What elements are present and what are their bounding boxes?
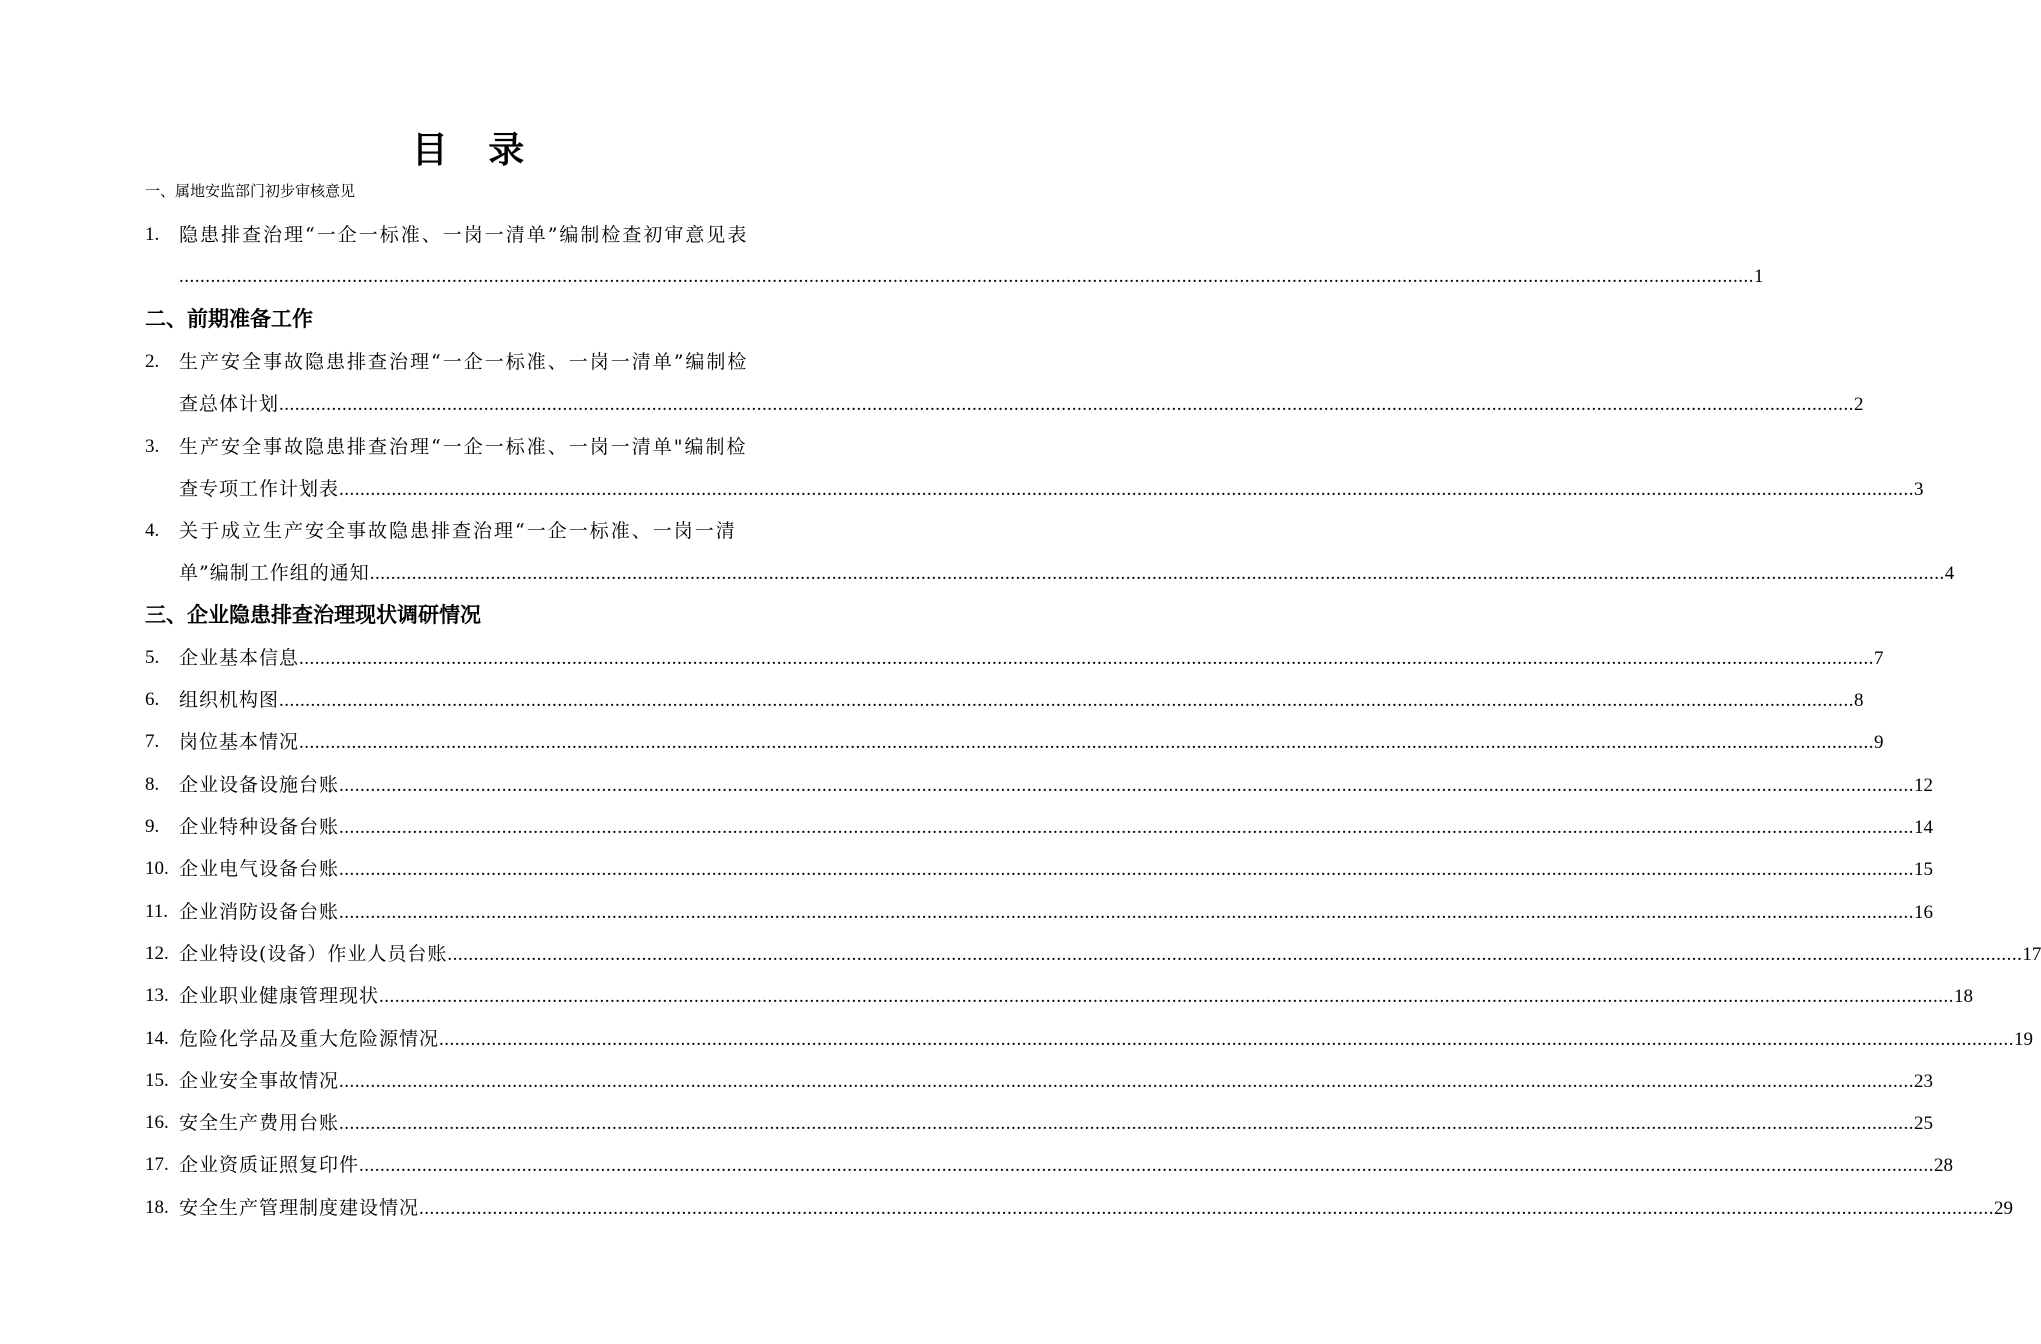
entry-number: 14. (145, 1028, 169, 1049)
entry-number: 8. (145, 774, 160, 795)
dot-leader: ............................................................................................................................................................................................................................................................................................................ (447, 944, 2023, 965)
page-number: 4 (1944, 563, 1955, 584)
entry-number: 6. (145, 689, 160, 710)
page-number: 25 (1914, 1113, 1934, 1134)
entry-title: 生产安全事故隐患排查治理“一企一标准、一岗一清单"编制检 (179, 436, 748, 458)
entry-number: 12. (145, 943, 169, 964)
entry-title: 企业设备设施台账 (179, 774, 340, 796)
entry-number: 16. (145, 1112, 169, 1133)
toc-entry[interactable] (145, 854, 1934, 886)
entry-number: 1. (145, 224, 160, 245)
entry-title: 企业消防设备台账 (179, 901, 340, 923)
toc-entry[interactable] (145, 1024, 2034, 1056)
dot-leader: ............................................................................................................................................................................................................................................................................................................ (339, 902, 1915, 923)
section-heading: 三、企业隐患排查治理现状调研情况 (145, 602, 481, 627)
entry-title: 隐患排查治理“一企一标准、一岗一清单”编制检查初审意见表 (179, 224, 749, 246)
entry-title-cont: 单”编制工作组的通知 (179, 562, 370, 584)
page-number: 17 (2022, 944, 2041, 965)
dot-leader: ............................................................................................................................................................................................................................................................................................................ (339, 1113, 1915, 1134)
page-number: 18 (1954, 986, 1974, 1007)
page-number: 19 (2014, 1029, 2034, 1050)
toc-entry[interactable] (145, 1108, 1934, 1140)
entry-number: 13. (145, 985, 169, 1006)
entry-number: 2. (145, 351, 160, 372)
entry-number: 7. (145, 731, 160, 752)
section-heading: 二、前期准备工作 (145, 306, 313, 331)
dot-leader: ............................................................................................................................................................................................................................................................................................................ (379, 986, 1955, 1007)
dot-leader: ............................................................................................................................................................................................................................................................................................................ (279, 394, 1855, 415)
entry-title: 组织机构图 (179, 689, 280, 711)
toc-entry[interactable] (145, 432, 1924, 512)
entry-title: 企业职业健康管理现状 (179, 985, 380, 1007)
entry-title-cont: 查专项工作计划表 (179, 478, 340, 500)
entry-title: 企业特种设备台账 (179, 816, 340, 838)
entry-number: 11. (145, 901, 169, 922)
toc-entry[interactable] (145, 981, 1974, 1013)
dot-leader: ............................................................................................................................................................................................................................................................................................................ (369, 563, 1945, 584)
entry-number: 17. (145, 1154, 169, 1175)
dot-leader: ............................................................................................................................................................................................................................................................................................................ (299, 648, 1875, 669)
dot-leader: ............................................................................................................................................................................................................................................................................................................ (339, 775, 1915, 796)
entry-title: 企业电气设备台账 (179, 858, 340, 880)
entry-title: 岗位基本情况 (179, 731, 300, 753)
page-number: 16 (1914, 902, 1934, 923)
entry-title: 企业基本信息 (179, 647, 300, 669)
dot-leader: ............................................................................................................................................................................................................................................................................................................ (339, 1071, 1915, 1092)
toc-entry[interactable] (145, 727, 1884, 759)
entry-number: 9. (145, 816, 160, 837)
page-number: 23 (1914, 1071, 1934, 1092)
page-number: 7 (1874, 648, 1884, 669)
page-number: 12 (1914, 775, 1934, 796)
dot-leader: ............................................................................................................................................................................................................................................................................................................ (339, 859, 1915, 880)
page-number: 2 (1854, 394, 1864, 415)
page-number: 14 (1914, 817, 1934, 838)
entry-number: 3. (145, 436, 160, 457)
entry-title: 危险化学品及重大危险源情况 (179, 1028, 440, 1050)
page-number: 9 (1874, 732, 1884, 753)
toc-entry[interactable] (145, 897, 1934, 929)
toc-entry[interactable] (145, 347, 1864, 427)
dot-leader: ............................................................................................................................................................................................................................................................................................................ (419, 1198, 1995, 1219)
page-number: 1 (1754, 266, 1764, 287)
page-number: 15 (1914, 859, 1934, 880)
entry-title: 安全生产费用台账 (179, 1112, 340, 1134)
toc-entry[interactable] (145, 220, 1764, 300)
entry-title: 企业特设(设备）作业人员台账 (179, 943, 448, 965)
toc-entry[interactable] (145, 1193, 2014, 1225)
dot-leader: ............................................................................................................................................................................................................................................................................................................ (339, 479, 1915, 500)
entry-number: 18. (145, 1197, 169, 1218)
entry-title: 关于成立生产安全事故隐患排查治理“一企一标准、一岗一清 (179, 520, 737, 542)
toc-entry[interactable] (145, 1150, 1954, 1182)
dot-leader: ............................................................................................................................................................................................................................................................................................................ (339, 817, 1915, 838)
dot-leader: ............................................................................................................................................................................................................................................................................................................ (439, 1029, 2015, 1050)
page-number: 29 (1994, 1198, 2014, 1219)
dot-leader: ............................................................................................................................................................................................................................................................................................................ (359, 1155, 1935, 1176)
toc-entry[interactable] (145, 516, 1955, 596)
dot-leader: ............................................................................................................................................................................................................................................................................................................ (179, 266, 1754, 287)
subheading: 一、属地安监部门初步审核意见 (145, 184, 356, 200)
page-number: 28 (1934, 1155, 1954, 1176)
entry-number: 4. (145, 520, 160, 541)
dot-leader: ............................................................................................................................................................................................................................................................................................................ (279, 690, 1855, 711)
toc-entry[interactable] (145, 1066, 1934, 1098)
page-number: 3 (1914, 479, 1924, 500)
toc-entry[interactable] (145, 770, 1934, 802)
entry-title: 生产安全事故隐患排查治理“一企一标准、一岗一清单”编制检 (179, 351, 749, 373)
toc-entry[interactable] (145, 685, 1864, 717)
entry-title: 安全生产管理制度建设情况 (179, 1197, 420, 1219)
dot-leader: ............................................................................................................................................................................................................................................................................................................ (299, 732, 1875, 753)
toc-entry[interactable] (145, 643, 1884, 675)
entry-number: 10. (145, 858, 169, 879)
page-number: 8 (1854, 690, 1864, 711)
entry-title: 企业安全事故情况 (179, 1070, 340, 1092)
entry-number: 5. (145, 647, 160, 668)
page-title: 目 录 (411, 129, 539, 171)
toc-entry[interactable] (145, 939, 2041, 971)
toc-entry[interactable] (145, 812, 1934, 844)
entry-number: 15. (145, 1070, 169, 1091)
entry-title: 企业资质证照复印件 (179, 1154, 360, 1176)
entry-title-cont: 查总体计划 (179, 393, 280, 415)
